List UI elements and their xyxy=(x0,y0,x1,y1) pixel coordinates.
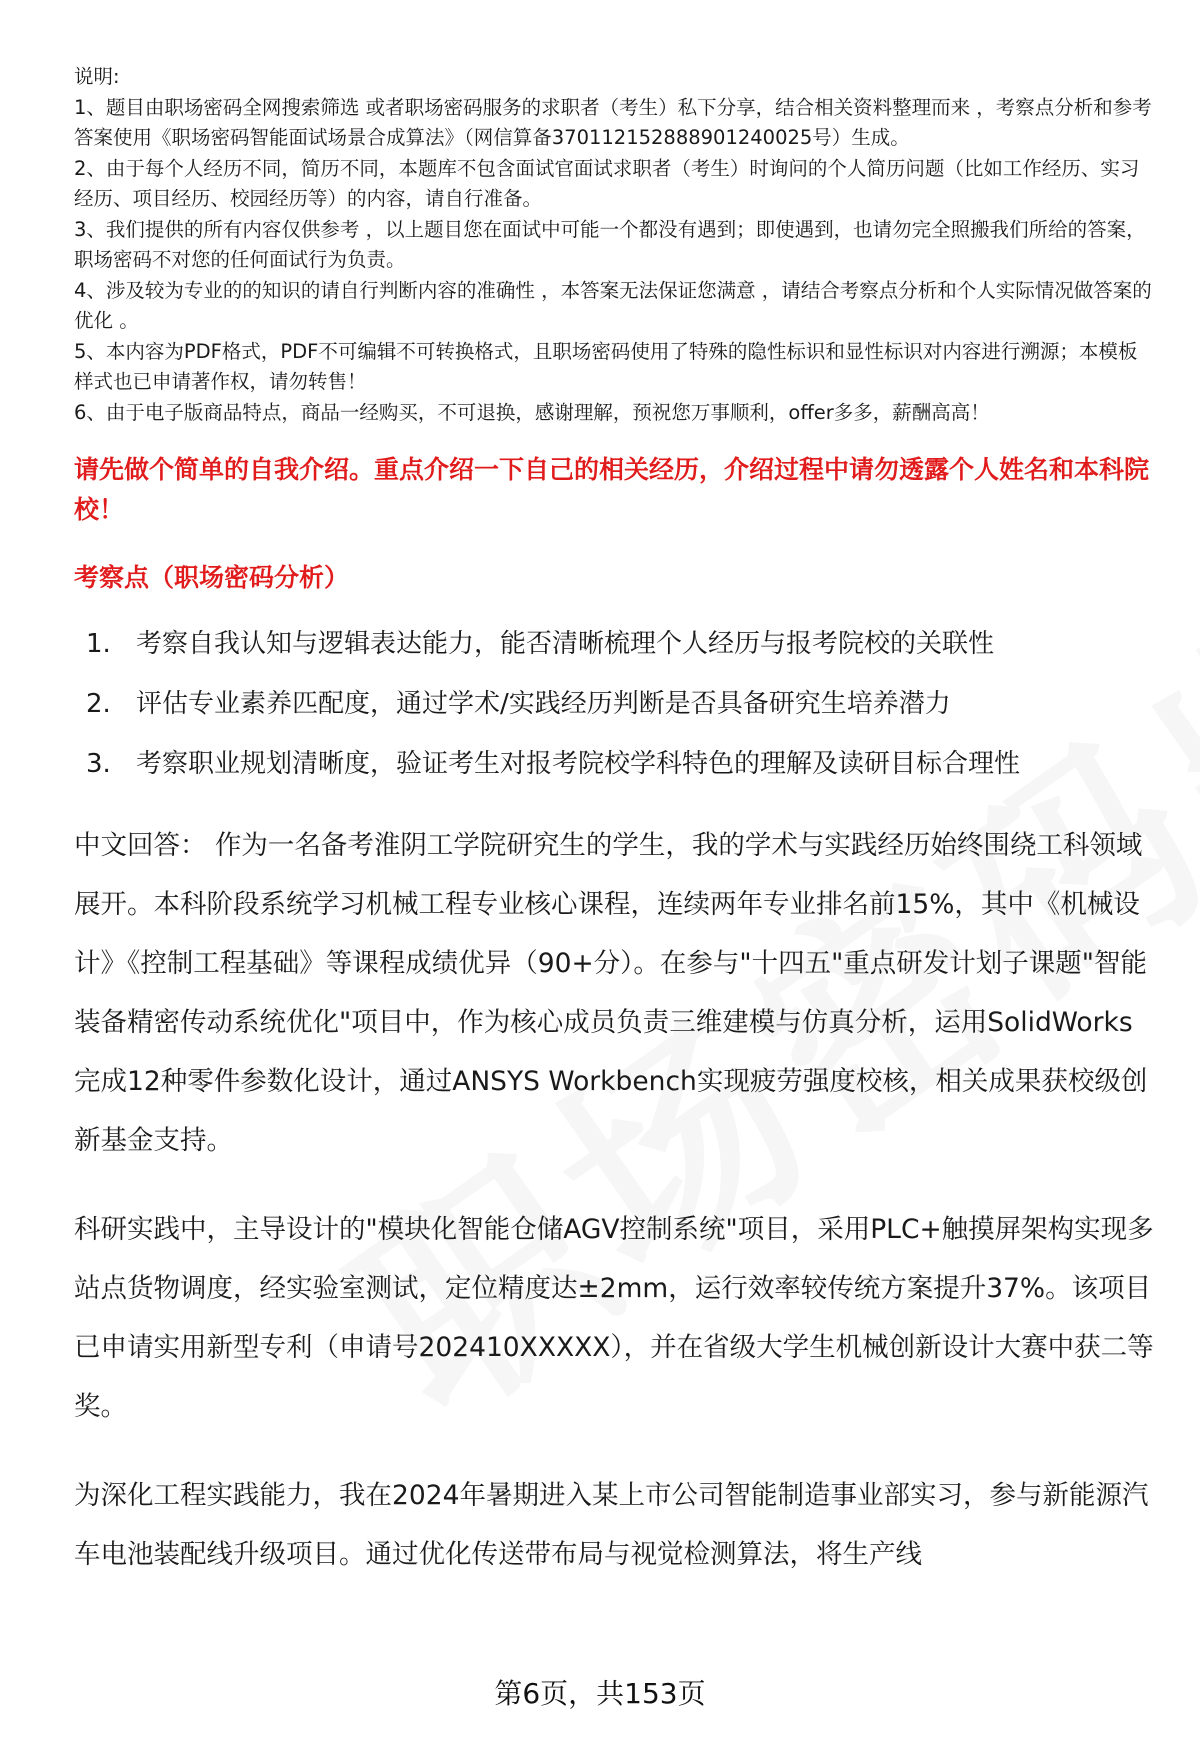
answer-paragraph: 科研实践中，主导设计的"模块化智能仓储AGV控制系统"项目，采用PLC+触摸屏架构实现多站点货物调度，经实验室测试，定位精度达±2mm，运行效率较传统方案提升37%。该项目已申请实用新型专利（申请号202410XXXXX），并在省级大学生机械创新设计大赛中获二等奖。 xyxy=(74,1214,1154,1422)
point-text: 评估专业素养匹配度，通过学术/实践经历判断是否具备研究生培养潜力 xyxy=(136,689,951,719)
note-item: 5、本内容为PDF格式，PDF不可编辑不可转换格式，且职场密码使用了特殊的隐性标识和显性标识对内容进行溯源；本模板样式也已申请著作权，请勿转售！ xyxy=(74,339,1138,393)
note-item: 3、我们提供的所有内容仅供参考 ，以上题目您在面试中可能一个都没有遇到；即使遇到，也请勿完全照搬我们所给的答案，职场密码不对您的任何面试行为负责。 xyxy=(74,217,1146,271)
analysis-point xyxy=(74,746,1154,782)
point-number: 2. xyxy=(86,689,111,719)
interview-question: 请先做个简单的自我介绍。重点介绍一下自己的相关经历，介绍过程中请勿透露个人姓名和本科院校！ xyxy=(74,455,1150,524)
note-item: 1、题目由职场密码全网搜索筛选 或者职场密码服务的求职者（考生）私下分享，结合相关资料整理而来 ，考察点分析和参考答案使用《职场密码智能面试场景合成算法》（网信算备370112152888901240025号）生成。 xyxy=(74,95,1152,149)
page-footer: 第6页，共153页 xyxy=(494,1677,706,1710)
note-item: 6、由于电子版商品特点，商品一经购买，不可退换，感谢理解，预祝您万事顺利，offer多多，薪酬高高！ xyxy=(74,400,990,424)
note-item: 2、由于每个人经历不同，简历不同，本题库不包含面试官面试求职者（考生）时询问的个人简历问题（比如工作经历、实习经历、项目经历、校园经历等）的内容，请自行准备。 xyxy=(74,156,1140,210)
analysis-point xyxy=(74,626,1154,662)
point-text: 考察职业规划清晰度，验证考生对报考院校学科特色的理解及读研目标合理性 xyxy=(136,749,1021,779)
answer-paragraph: 为深化工程实践能力，我在2024年暑期进入某上市公司智能制造事业部实习，参与新能源汽车电池装配线升级项目。通过优化传送带布局与视觉检测算法，将生产线 xyxy=(74,1480,1149,1570)
answer-section xyxy=(74,816,1154,1584)
point-number: 3. xyxy=(86,749,111,779)
point-number: 1. xyxy=(86,629,111,659)
analysis-point xyxy=(74,686,1154,722)
notes-section xyxy=(74,62,1154,428)
note-item: 4、涉及较为专业的的知识的请自行判断内容的准确性 ，本答案无法保证您满意 ，请结合考察点分析和个人实际情况做答案的优化 。 xyxy=(74,278,1152,332)
analysis-points xyxy=(74,626,1154,782)
point-text: 考察自我认知与逻辑表达能力，能否清晰梳理个人经历与报考院校的关联性 xyxy=(136,629,995,659)
analysis-title: 考察点（职场密码分析） xyxy=(74,563,350,592)
notes-heading: 说明: xyxy=(74,65,120,88)
document-page xyxy=(74,62,1154,1614)
answer-paragraph: 中文回答： 作为一名备考淮阴工学院研究生的学生，我的学术与实践经历始终围绕工科领域展开。本科阶段系统学习机械工程专业核心课程，连续两年专业排名前15%，其中《机械设计》《控制工程基础》等课程成绩优异（90+分）。在参与"十四五"重点研发计划子课题"智能装备精密传动系统优化"项目中，作为核心成员负责三维建模与仿真分析，运用SolidWorks完成12种零件参数化设计，通过ANSYS Workbench实现疲劳强度校核，相关成果获校级创新基金支持。 xyxy=(74,830,1148,1156)
